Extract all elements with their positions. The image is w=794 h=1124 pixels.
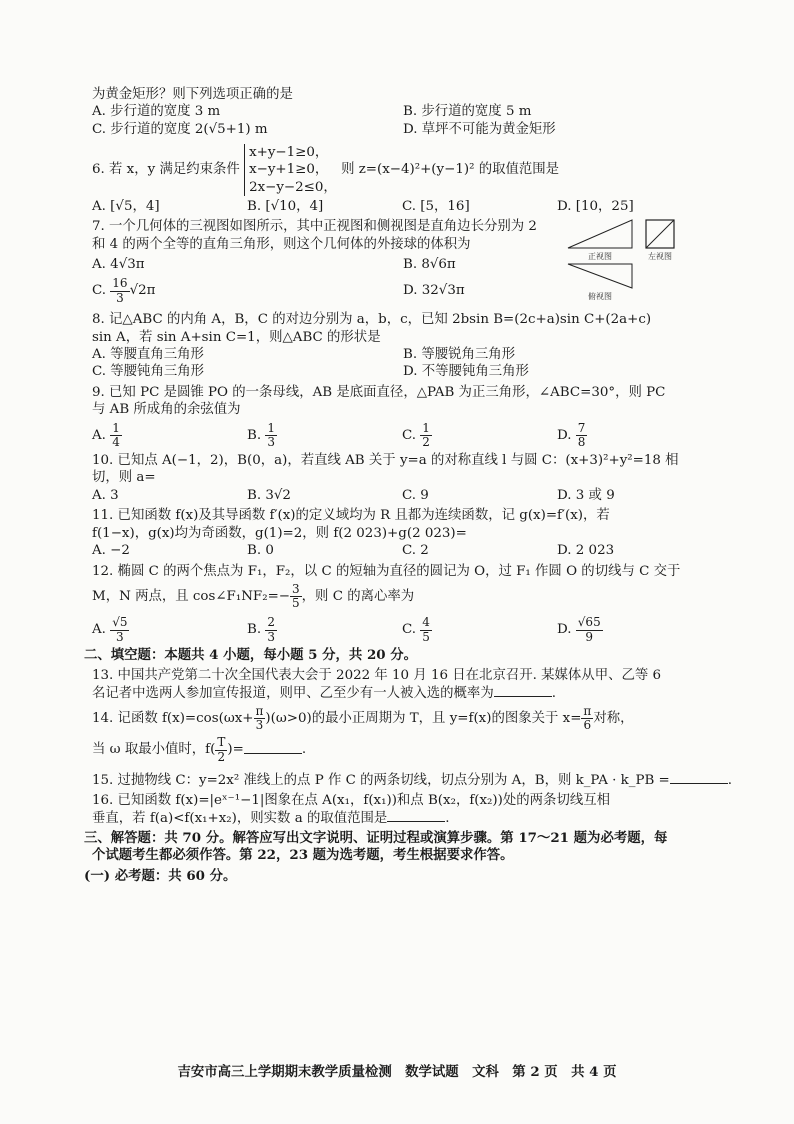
q14-block xyxy=(92,705,714,764)
q13-line-2-text: 名记者中选两人参加宣传报道，则甲、乙至少有一人被入选的概率为 xyxy=(92,685,494,701)
q5-text: 为黄金矩形？则下列选项正确的是 xyxy=(92,87,293,102)
q6-condition-2: x−y+1≥0， xyxy=(249,162,329,178)
fraction-numerator: 7 xyxy=(577,420,586,435)
q6-suffix: 则 z=(x−4)²+(y−1)² 的取值范围是 xyxy=(341,162,560,178)
q9-option-a xyxy=(92,422,247,449)
option-fraction xyxy=(576,616,603,643)
option-fraction xyxy=(110,616,129,643)
q15-end: . xyxy=(727,772,733,788)
fraction-numerator: π xyxy=(255,704,264,719)
q14-mid: )(ω>0)的最小正周期为 T，且 y=f(x)的图象关于 x= xyxy=(265,711,582,727)
left-view-diagonal xyxy=(646,220,674,248)
q12-block xyxy=(92,563,714,644)
q7-option-a: A. 4√3π xyxy=(92,257,145,272)
option-fraction xyxy=(420,422,432,449)
option-label: D. xyxy=(557,427,572,443)
fraction-numerator: T xyxy=(217,735,226,750)
q12-line-1: 12. 椭圆 C 的两个焦点为 F₁，F₂，以 C 的短轴为直径的圆记为 O，过 F₁ 作圆 O 的切线与 C 交于 xyxy=(92,563,681,579)
q5-option-c: C. 步行道的宽度 2(√5+1) m xyxy=(92,121,268,137)
fraction-numerator: 1 xyxy=(112,420,120,435)
q7-options-row1 xyxy=(92,256,576,273)
q14-line-2-pre: 当 ω 取最小值时，f( xyxy=(92,742,216,758)
q5-options-row1 xyxy=(92,103,714,120)
option-label: A. xyxy=(92,622,106,638)
fraction-numerator: 1 xyxy=(422,420,430,435)
fraction-numerator: 2 xyxy=(267,615,276,630)
q10-block xyxy=(92,452,714,504)
q9-options xyxy=(92,422,714,449)
q5-option-b: B. 步行道的宽度 5 m xyxy=(403,104,532,120)
q14-t-2-fraction xyxy=(215,736,227,763)
q13-line-2 xyxy=(92,685,714,702)
q8-option-d: D. 不等腰钝角三角形 xyxy=(403,364,529,380)
q16-line-1: 16. 已知函数 f(x)=|eˣ⁻¹−1|图象在点 A(x₁，f(x₁))和点 B(x₂，f(x₂))处的两条切线互相 xyxy=(92,793,611,809)
three-view-figure xyxy=(564,218,714,308)
q12-option-b xyxy=(247,616,402,643)
q7-text-column xyxy=(92,218,576,308)
q7-block xyxy=(92,218,714,308)
q9-option-b xyxy=(247,422,402,449)
q8-option-a: A. 等腰直角三角形 xyxy=(92,347,204,362)
q10-line-1: 10. 已知点 A(−1，2)，B(0，a)，若直线 AB 关于 y=a 的对称直线 l 与圆 C：(x+3)²+y²=18 相 xyxy=(92,453,679,469)
fraction-denominator: 2 xyxy=(422,434,430,449)
q13-block xyxy=(92,667,714,702)
q14-line-2-post: )= xyxy=(227,742,244,758)
q6-option-a: A. [√5，4] xyxy=(92,198,160,214)
three-view-drawing xyxy=(564,218,714,308)
option-fraction xyxy=(110,422,122,449)
q16-end: . xyxy=(445,810,450,826)
q7-option-c xyxy=(92,277,403,304)
option-label: D. xyxy=(557,622,572,638)
option-label: C. xyxy=(402,427,417,443)
q14-pi-3-fraction xyxy=(254,705,266,732)
q14-pi-6-fraction xyxy=(581,705,593,732)
fraction-denominator: 3 xyxy=(267,434,276,449)
exam-page xyxy=(84,86,733,885)
fraction-numerator: √5 xyxy=(112,615,128,630)
q10-option-c: C. 9 xyxy=(402,487,429,503)
q9-option-c xyxy=(402,422,557,449)
q8-option-c: C. 等腰钝角三角形 xyxy=(92,364,205,380)
q15-answer-blank xyxy=(670,772,728,784)
option-fraction xyxy=(265,422,277,449)
q11-option-b: B. 0 xyxy=(247,543,274,559)
option-label: B. xyxy=(247,427,262,443)
q6-stem xyxy=(92,144,714,195)
option-fraction xyxy=(576,422,588,449)
q5-option-d: D. 草坪不可能为黄金矩形 xyxy=(403,121,556,137)
fraction-numerator: 1 xyxy=(267,420,276,435)
fraction-denominator: 3 xyxy=(116,629,124,644)
left-view-label: 左视图 xyxy=(648,252,672,262)
q12-line-2-post: ，则 C 的离心率为 xyxy=(301,589,415,605)
q12-line-2 xyxy=(92,583,714,610)
q12-option-d xyxy=(557,616,712,643)
q16-answer-blank xyxy=(387,810,445,822)
fraction-denominator: 5 xyxy=(422,629,430,644)
fraction-numerator: 4 xyxy=(422,615,430,630)
section-3a-heading: (一) 必考题：共 60 分。 xyxy=(84,867,237,884)
q16-line-2 xyxy=(92,810,714,827)
q14-answer-blank xyxy=(244,742,302,754)
option-fraction xyxy=(265,616,277,643)
fraction-denominator: 3 xyxy=(267,629,276,644)
q7-option-b: B. 8√6π xyxy=(403,257,456,272)
section-3-line-2: 个试题考生都必须作答。第 22，23 题为选考题，考生根据要求作答。 xyxy=(92,847,514,864)
q9-option-d xyxy=(557,422,712,449)
q6-prefix: 6. 若 x，y 满足约束条件 xyxy=(92,162,240,178)
fraction-denominator: 3 xyxy=(116,290,124,305)
q13-end: . xyxy=(551,685,556,701)
q12-option-c xyxy=(402,616,557,643)
q11-option-a: A. −2 xyxy=(92,543,130,559)
q7-line-2: 和 4 的两个全等的直角三角形，则这个几何体的外接球的体积为 xyxy=(92,236,471,252)
fraction-denominator: 9 xyxy=(585,629,594,644)
q5-options-row2 xyxy=(92,121,714,138)
front-view-triangle xyxy=(568,220,632,248)
section-3-line-1: 三、解答题：共 70 分。解答应写出文字说明、证明过程或演算步骤。第 17～21 题为必考题，每 xyxy=(84,830,668,847)
q6-constraint-system xyxy=(244,144,337,195)
option-label: A. xyxy=(92,427,106,443)
section-2-heading: 二、填空题：本题共 4 小题，每小题 5 分，共 20 分。 xyxy=(84,646,418,663)
q6-options xyxy=(92,198,714,215)
option-label: B. xyxy=(247,622,262,638)
q15-line xyxy=(92,772,733,789)
fraction-denominator: 6 xyxy=(583,718,592,733)
q8-option-b: B. 等腰锐角三角形 xyxy=(403,347,516,362)
q12-cos-fraction xyxy=(290,583,302,610)
q10-options xyxy=(92,487,714,504)
q8-options-row2 xyxy=(92,363,714,380)
q11-block xyxy=(92,507,714,559)
page-footer: 吉安市高三上学期期末教学质量检测 数学试题 文科 第 2 页 共 4 页 xyxy=(177,1064,617,1080)
q8-options-row1 xyxy=(92,346,714,363)
q8-block xyxy=(92,311,714,381)
q10-option-d: D. 3 或 9 xyxy=(557,487,615,503)
q11-line-1: 11. 已知函数 f(x)及其导函数 f′(x)的定义域均为 R 且都为连续函数，记 g(x)=f′(x)，若 xyxy=(92,508,610,524)
q14-post: 对称， xyxy=(593,711,634,727)
q11-options xyxy=(92,542,714,559)
q6-option-b: B. [√10，4] xyxy=(247,198,324,214)
q13-answer-blank xyxy=(494,685,552,697)
fraction-denominator: 2 xyxy=(217,749,226,764)
q5-option-a: A. 步行道的宽度 3 m xyxy=(92,104,221,120)
q6-condition-1: x+y−1≥0， xyxy=(249,145,329,161)
q11-line-2: f(1−x)，g(x)均为奇函数，g(1)=2，则 f(2 023)+g(2 023)= xyxy=(92,525,467,541)
q10-option-a: A. 3 xyxy=(92,487,119,503)
q12-option-a xyxy=(92,616,247,643)
option-fraction xyxy=(420,616,432,643)
q14-line-1 xyxy=(92,705,714,732)
top-view-label: 俯视图 xyxy=(588,292,612,302)
q6-option-c: C. [5，16] xyxy=(402,198,470,214)
q12-options xyxy=(92,616,714,643)
fraction-numerator: 16 xyxy=(112,276,128,291)
q8-line-2: sin A，若 sin A+sin C=1，则△ABC 的形状是 xyxy=(92,329,381,345)
q15-text: 15. 过抛物线 C：y=2x² 准线上的点 P 作 C 的两条切线，切点分别为 A，B，则 k_PA · k_PB = xyxy=(92,772,670,788)
front-view-label: 正视图 xyxy=(588,252,612,262)
option-label: C. xyxy=(402,622,417,638)
q16-line-2-text: 垂直，若 f(a)<f(x₁+x₂)，则实数 a 的取值范围是 xyxy=(92,810,388,826)
fraction-denominator: 8 xyxy=(577,434,586,449)
q9-line-1: 9. 已知 PC 是圆锥 PO 的一条母线，AB 是底面直径，△PAB 为正三角形，∠ABC=30°，则 PC xyxy=(92,384,666,400)
q9-block xyxy=(92,384,714,449)
q13-line-1: 13. 中国共产党第二十次全国代表大会于 2022 年 10 月 16 日在北京召开. 某媒体从甲、乙等 6 xyxy=(92,668,662,684)
q14-end: . xyxy=(301,742,307,758)
q7-option-c-label: C. xyxy=(92,283,107,299)
q10-option-b: B. 3√2 xyxy=(247,487,291,503)
q12-line-2-pre: M，N 两点，且 cos∠F₁NF₂=− xyxy=(92,589,291,605)
fraction-numerator: π xyxy=(583,704,592,719)
q16-block xyxy=(92,792,714,827)
fraction-denominator: 3 xyxy=(255,718,264,733)
q11-option-d: D. 2 023 xyxy=(557,543,615,559)
q7-option-d: D. 32√3π xyxy=(403,283,465,299)
q11-option-c: C. 2 xyxy=(402,543,429,559)
q7-option-c-rest: √2π xyxy=(129,283,156,299)
q14-pre: 14. 记函数 f(x)=cos(ωx+ xyxy=(92,711,254,727)
fraction-numerator: 3 xyxy=(292,582,300,597)
fraction-denominator: 4 xyxy=(112,434,120,449)
q9-line-2: 与 AB 所成角的余弦值为 xyxy=(92,402,241,418)
q6-option-d: D. [10，25] xyxy=(557,198,634,214)
q7-option-c-fraction xyxy=(110,277,129,304)
q8-line-1: 8. 记△ABC 的内角 A，B，C 的对边分别为 a，b，c，已知 2bsin B=(2c+a)sin C+(2a+c) xyxy=(92,312,652,328)
q10-line-2: 切，则 a= xyxy=(92,470,156,486)
q7-line-1: 7. 一个几何体的三视图如图所示，其中正视图和侧视图是直角边长分别为 2 xyxy=(92,219,537,235)
section-3-heading xyxy=(84,830,714,865)
q14-line-2 xyxy=(92,736,714,763)
q6-condition-3: 2x−y−2≤0， xyxy=(249,179,337,195)
fraction-denominator: 5 xyxy=(292,596,300,611)
fraction-numerator: √65 xyxy=(577,615,601,630)
top-view-triangle xyxy=(568,264,632,288)
q7-options-row2 xyxy=(92,277,576,304)
